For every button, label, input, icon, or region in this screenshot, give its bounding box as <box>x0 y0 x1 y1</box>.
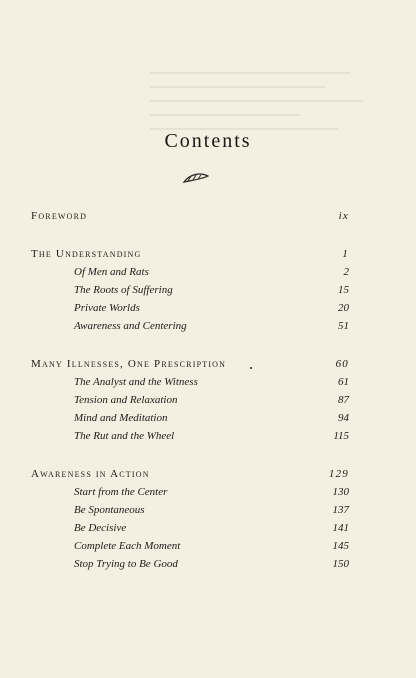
toc-entry-chapter[interactable] <box>31 501 349 519</box>
table-of-contents <box>31 207 349 573</box>
entry-label: Stop Trying to Be Good <box>74 558 178 570</box>
entry-page: 87 <box>338 394 349 406</box>
entry-label: The Roots of Suffering <box>74 284 173 296</box>
toc-entry-part[interactable] <box>31 245 349 263</box>
ink-speck <box>250 367 252 369</box>
toc-entry-part[interactable] <box>31 355 349 373</box>
entry-label: Awareness and Centering <box>74 320 187 332</box>
toc-entry-chapter[interactable] <box>31 519 349 537</box>
entry-page: 60 <box>335 358 349 370</box>
entry-label: Many Illnesses, One Prescription <box>31 358 227 370</box>
toc-entry-foreword[interactable] <box>31 207 349 225</box>
entry-page: 115 <box>333 430 349 442</box>
toc-entry-chapter[interactable] <box>31 373 349 391</box>
toc-entry-chapter[interactable] <box>31 299 349 317</box>
entry-page: 129 <box>328 468 349 480</box>
entry-page: 15 <box>338 284 349 296</box>
entry-label: The Analyst and the Witness <box>74 376 198 388</box>
entry-page: 150 <box>332 558 349 570</box>
entry-page: 1 <box>342 248 349 260</box>
entry-label: Foreword <box>31 210 88 222</box>
toc-entry-part[interactable] <box>31 465 349 483</box>
entry-label: Awareness in Action <box>31 468 150 480</box>
toc-entry-chapter[interactable] <box>31 391 349 409</box>
entry-page: 2 <box>343 266 349 278</box>
page-title: Contents <box>164 130 252 152</box>
toc-entry-chapter[interactable] <box>31 409 349 427</box>
toc-entry-chapter[interactable] <box>31 263 349 281</box>
entry-page: ix <box>338 210 349 222</box>
toc-entry-chapter[interactable] <box>31 281 349 299</box>
entry-page: 141 <box>332 522 349 534</box>
toc-entry-chapter[interactable] <box>31 317 349 335</box>
entry-label: Complete Each Moment <box>74 540 181 552</box>
entry-label: Of Men and Rats <box>74 266 149 278</box>
entry-label: Private Worlds <box>74 302 140 314</box>
entry-page: 130 <box>332 486 349 498</box>
entry-label: The Understanding <box>31 248 142 260</box>
entry-label: Tension and Relaxation <box>74 394 178 406</box>
entry-label: The Rut and the Wheel <box>74 430 175 442</box>
entry-page: 137 <box>332 504 349 516</box>
entry-label: Be Spontaneous <box>74 504 145 516</box>
leaf-ornament-icon <box>182 170 210 186</box>
entry-page: 51 <box>338 320 349 332</box>
entry-page: 61 <box>338 376 349 388</box>
entry-label: Be Decisive <box>74 522 127 534</box>
toc-entry-chapter[interactable] <box>31 427 349 445</box>
toc-entry-chapter[interactable] <box>31 483 349 501</box>
entry-page: 94 <box>338 412 349 424</box>
entry-label: Start from the Center <box>74 486 168 498</box>
show-through-text <box>150 60 400 180</box>
entry-page: 145 <box>332 540 349 552</box>
toc-entry-chapter[interactable] <box>31 537 349 555</box>
entry-label: Mind and Meditation <box>74 412 168 424</box>
entry-page: 20 <box>338 302 349 314</box>
toc-entry-chapter[interactable] <box>31 555 349 573</box>
